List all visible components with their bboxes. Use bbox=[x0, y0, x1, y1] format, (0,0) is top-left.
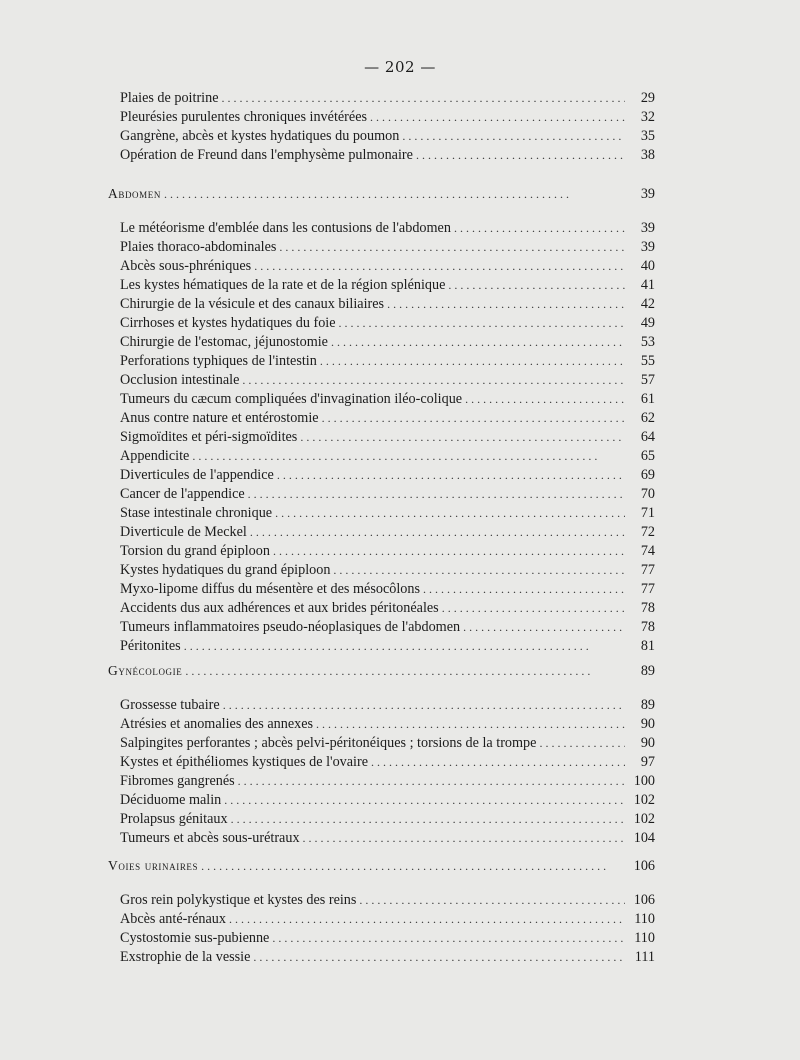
toc-entry-title: Le météorisme d'emblée dans les contusions de l'abdomen bbox=[120, 220, 451, 236]
toc-entry-row bbox=[120, 892, 655, 911]
toc-entry-title: Cancer de l'appendice bbox=[120, 486, 245, 502]
toc-page-number: 49 bbox=[640, 315, 655, 331]
dot-leader bbox=[229, 912, 625, 927]
toc-entry-title: Diverticules de l'appendice bbox=[120, 467, 274, 483]
toc-entry-row bbox=[120, 773, 655, 792]
toc-page-number: 57 bbox=[640, 372, 655, 388]
toc-page-number: 74 bbox=[640, 543, 655, 559]
toc-entry-row bbox=[120, 128, 655, 147]
toc-entry-title: Pleurésies purulentes chroniques invétérées bbox=[120, 109, 368, 125]
dot-leader bbox=[316, 717, 625, 732]
dot-leader bbox=[442, 601, 625, 616]
toc-entry-row bbox=[120, 562, 655, 581]
toc-entry-row bbox=[120, 467, 655, 486]
dot-leader bbox=[303, 831, 625, 846]
dot-leader bbox=[222, 91, 625, 106]
toc-entry-title: Salpingites perforantes ; abcès pelvi-péritonéiques ; torsions de la trompe bbox=[120, 735, 537, 751]
dot-leader bbox=[300, 430, 625, 445]
toc-entry-title: Tumeurs du cæcum compliquées d'invagination iléo-colique bbox=[120, 391, 463, 407]
toc-page-number: 41 bbox=[640, 277, 655, 293]
toc-entry-row bbox=[120, 109, 655, 128]
dot-leader bbox=[254, 259, 625, 274]
toc-page-number: 29 bbox=[640, 90, 655, 106]
toc-entry-title: Les kystes hématiques de la rate et de la région splénique bbox=[120, 277, 446, 293]
toc-page-number: 77 bbox=[640, 562, 655, 578]
toc-section-row bbox=[108, 858, 655, 877]
toc-entry-row bbox=[120, 735, 655, 754]
toc-entry-title: Plaies de poitrine bbox=[120, 90, 219, 106]
toc-entry-title: Stase intestinale chronique bbox=[120, 505, 273, 521]
toc-entry-title: Gros rein polykystique et kystes des reins bbox=[120, 892, 357, 908]
toc-entry-row bbox=[120, 353, 655, 372]
dot-leader bbox=[359, 893, 625, 908]
toc-page-number: 78 bbox=[640, 600, 655, 616]
dot-leader bbox=[465, 392, 625, 407]
toc-page-number: 111 bbox=[634, 949, 655, 965]
toc-page-number: 53 bbox=[640, 334, 655, 350]
dot-leader bbox=[184, 639, 625, 654]
toc-page-number: 102 bbox=[633, 792, 655, 808]
toc-entry-title: Plaies thoraco-abdominales bbox=[120, 239, 277, 255]
dot-leader bbox=[231, 812, 625, 827]
toc-entry-row bbox=[120, 429, 655, 448]
toc-page-number: 35 bbox=[640, 128, 655, 144]
dot-leader bbox=[416, 148, 625, 163]
toc-page-number: 61 bbox=[640, 391, 655, 407]
toc-entry-title: Torsion du grand épiploon bbox=[120, 543, 270, 559]
dot-leader bbox=[539, 736, 625, 751]
toc-entry-title: Tumeurs inflammatoires pseudo-néoplasiques de l'abdomen bbox=[120, 619, 461, 635]
toc-page-number: 40 bbox=[640, 258, 655, 274]
toc-entry-row bbox=[120, 486, 655, 505]
toc-entry-title: Prolapsus génitaux bbox=[120, 811, 228, 827]
dot-leader bbox=[423, 582, 625, 597]
toc-entry-row bbox=[120, 949, 655, 968]
toc-section-title: Voies urinaires bbox=[108, 858, 199, 873]
toc-entry-title: Chirurgie de la vésicule et des canaux biliaires bbox=[120, 296, 385, 312]
toc-entry-title: Chirurgie de l'estomac, jéjunostomie bbox=[120, 334, 328, 350]
toc-entry-row bbox=[120, 524, 655, 543]
toc-page-number: 97 bbox=[640, 754, 655, 770]
toc-entry-row bbox=[120, 581, 655, 600]
dot-leader bbox=[277, 468, 625, 483]
dot-leader bbox=[242, 373, 625, 388]
dot-leader bbox=[320, 354, 625, 369]
dot-leader bbox=[275, 506, 625, 521]
toc-entry-row bbox=[120, 239, 655, 258]
toc-page-number: 32 bbox=[640, 109, 655, 125]
toc-page-number: 62 bbox=[640, 410, 655, 426]
toc-entry-row bbox=[120, 543, 655, 562]
toc-section-title: Gynécologie bbox=[108, 663, 183, 678]
dot-leader bbox=[339, 316, 625, 331]
toc-entry-row bbox=[120, 410, 655, 429]
toc-entry-row bbox=[120, 716, 655, 735]
dot-leader bbox=[224, 793, 625, 808]
toc-entry-title: Diverticule de Meckel bbox=[120, 524, 247, 540]
toc-entry-row bbox=[120, 811, 655, 830]
dot-leader bbox=[273, 544, 625, 559]
toc-entry-title: Opération de Freund dans l'emphysème pulmonaire bbox=[120, 147, 413, 163]
dot-leader bbox=[402, 129, 625, 144]
dot-leader bbox=[238, 774, 625, 789]
toc-page-number: 39 bbox=[640, 239, 655, 255]
toc-entry-title: Kystes hydatiques du grand épiploon bbox=[120, 562, 331, 578]
toc-entry-title: Déciduome malin bbox=[120, 792, 222, 808]
toc-entry-title: Perforations typhiques de l'intestin bbox=[120, 353, 317, 369]
toc-entry-row bbox=[120, 334, 655, 353]
toc-entry-row bbox=[120, 600, 655, 619]
toc-page-number: 106 bbox=[633, 858, 655, 874]
toc-page-number: 110 bbox=[634, 930, 655, 946]
toc-page-number: 89 bbox=[640, 697, 655, 713]
dot-leader bbox=[248, 487, 625, 502]
dot-leader bbox=[463, 620, 625, 635]
dot-leader bbox=[201, 859, 625, 874]
toc-entry-row bbox=[120, 448, 655, 467]
dot-leader bbox=[272, 931, 625, 946]
toc-entry-title: Abcès sous-phréniques bbox=[120, 258, 252, 274]
toc-entry-title: Anus contre nature et entérostomie bbox=[120, 410, 319, 426]
toc-entry-row bbox=[120, 147, 655, 166]
toc-page-number: 39 bbox=[640, 220, 655, 236]
dot-leader bbox=[250, 525, 625, 540]
dot-leader bbox=[185, 664, 625, 679]
toc-entry-row bbox=[120, 220, 655, 239]
dot-leader bbox=[322, 411, 625, 426]
toc-entry-row bbox=[120, 911, 655, 930]
toc-entry-row bbox=[120, 930, 655, 949]
dot-leader bbox=[370, 110, 625, 125]
toc-page-number: 69 bbox=[640, 467, 655, 483]
toc-entry-row bbox=[120, 505, 655, 524]
dot-leader bbox=[253, 950, 625, 965]
dot-leader bbox=[331, 335, 625, 350]
toc-page-number: 65 bbox=[640, 448, 655, 464]
toc-entry-row bbox=[120, 638, 655, 657]
dot-leader bbox=[333, 563, 625, 578]
toc-entry-row bbox=[120, 391, 655, 410]
toc-entry-title: Cystostomie sus-pubienne bbox=[120, 930, 270, 946]
toc-section-title: Abdomen bbox=[108, 186, 161, 201]
toc-entry-row bbox=[120, 90, 655, 109]
toc-entry-row bbox=[120, 754, 655, 773]
toc-entry-row bbox=[120, 258, 655, 277]
toc-entry-title: Appendicite bbox=[120, 448, 190, 464]
toc-entry-title: Tumeurs et abcès sous-urétraux bbox=[120, 830, 300, 846]
page-number: — 202 — bbox=[364, 58, 436, 76]
toc-page-number: 55 bbox=[640, 353, 655, 369]
toc-entry-title: Cirrhoses et kystes hydatiques du foie bbox=[120, 315, 336, 331]
dot-leader bbox=[371, 755, 625, 770]
toc-page-number: 100 bbox=[633, 773, 655, 789]
toc-entry-title: Sigmoïdites et péri-sigmoïdites bbox=[120, 429, 298, 445]
dot-leader bbox=[223, 698, 625, 713]
toc-section-row bbox=[108, 663, 655, 682]
toc-page-number: 38 bbox=[640, 147, 655, 163]
toc-page-number: 81 bbox=[640, 638, 655, 654]
toc-page-number: 104 bbox=[633, 830, 655, 846]
toc-entry-title: Accidents dus aux adhérences et aux brides péritonéales bbox=[120, 600, 439, 616]
toc-page-number: 42 bbox=[640, 296, 655, 312]
toc-page-number: 72 bbox=[640, 524, 655, 540]
toc-entry-title: Exstrophie de la vessie bbox=[120, 949, 251, 965]
toc-entry-row bbox=[120, 619, 655, 638]
toc-entry-title: Atrésies et anomalies des annexes bbox=[120, 716, 314, 732]
toc-entry-title: Fibromes gangrenés bbox=[120, 773, 235, 789]
toc-entry-row bbox=[120, 372, 655, 391]
toc-page-number: 71 bbox=[640, 505, 655, 521]
toc-entry-row bbox=[120, 277, 655, 296]
dot-leader bbox=[387, 297, 625, 312]
toc-page-number: 106 bbox=[633, 892, 655, 908]
toc-page-number: 78 bbox=[640, 619, 655, 635]
toc-page-number: 77 bbox=[640, 581, 655, 597]
toc-entry-row bbox=[120, 296, 655, 315]
toc-entry-title: Occlusion intestinale bbox=[120, 372, 240, 388]
dot-leader bbox=[164, 187, 625, 202]
toc-entry-title: Myxo-lipome diffus du mésentère et des mésocôlons bbox=[120, 581, 420, 597]
toc-page-number: 110 bbox=[634, 911, 655, 927]
toc-page-number: 89 bbox=[640, 663, 655, 679]
dot-leader bbox=[454, 221, 625, 236]
toc-page-number: 70 bbox=[640, 486, 655, 502]
toc-page-number: 102 bbox=[633, 811, 655, 827]
toc-entry-row bbox=[120, 830, 655, 849]
toc-entry-title: Abcès anté-rénaux bbox=[120, 911, 226, 927]
toc-page-number: 64 bbox=[640, 429, 655, 445]
toc-page-number: 90 bbox=[640, 735, 655, 751]
toc-entry-row bbox=[120, 792, 655, 811]
toc-entry-row bbox=[120, 315, 655, 334]
toc-entry-row bbox=[120, 697, 655, 716]
toc-entry-title: Kystes et épithéliomes kystiques de l'ovaire bbox=[120, 754, 369, 770]
toc-section-row bbox=[108, 186, 655, 205]
toc-entry-title: Gangrène, abcès et kystes hydatiques du poumon bbox=[120, 128, 400, 144]
toc-entry-title: Grossesse tubaire bbox=[120, 697, 220, 713]
dot-leader bbox=[192, 449, 625, 464]
dot-leader bbox=[448, 278, 625, 293]
toc-entry-title: Péritonites bbox=[120, 638, 181, 654]
toc-page-number: 90 bbox=[640, 716, 655, 732]
dot-leader bbox=[279, 240, 625, 255]
toc-page-number: 39 bbox=[640, 186, 655, 202]
